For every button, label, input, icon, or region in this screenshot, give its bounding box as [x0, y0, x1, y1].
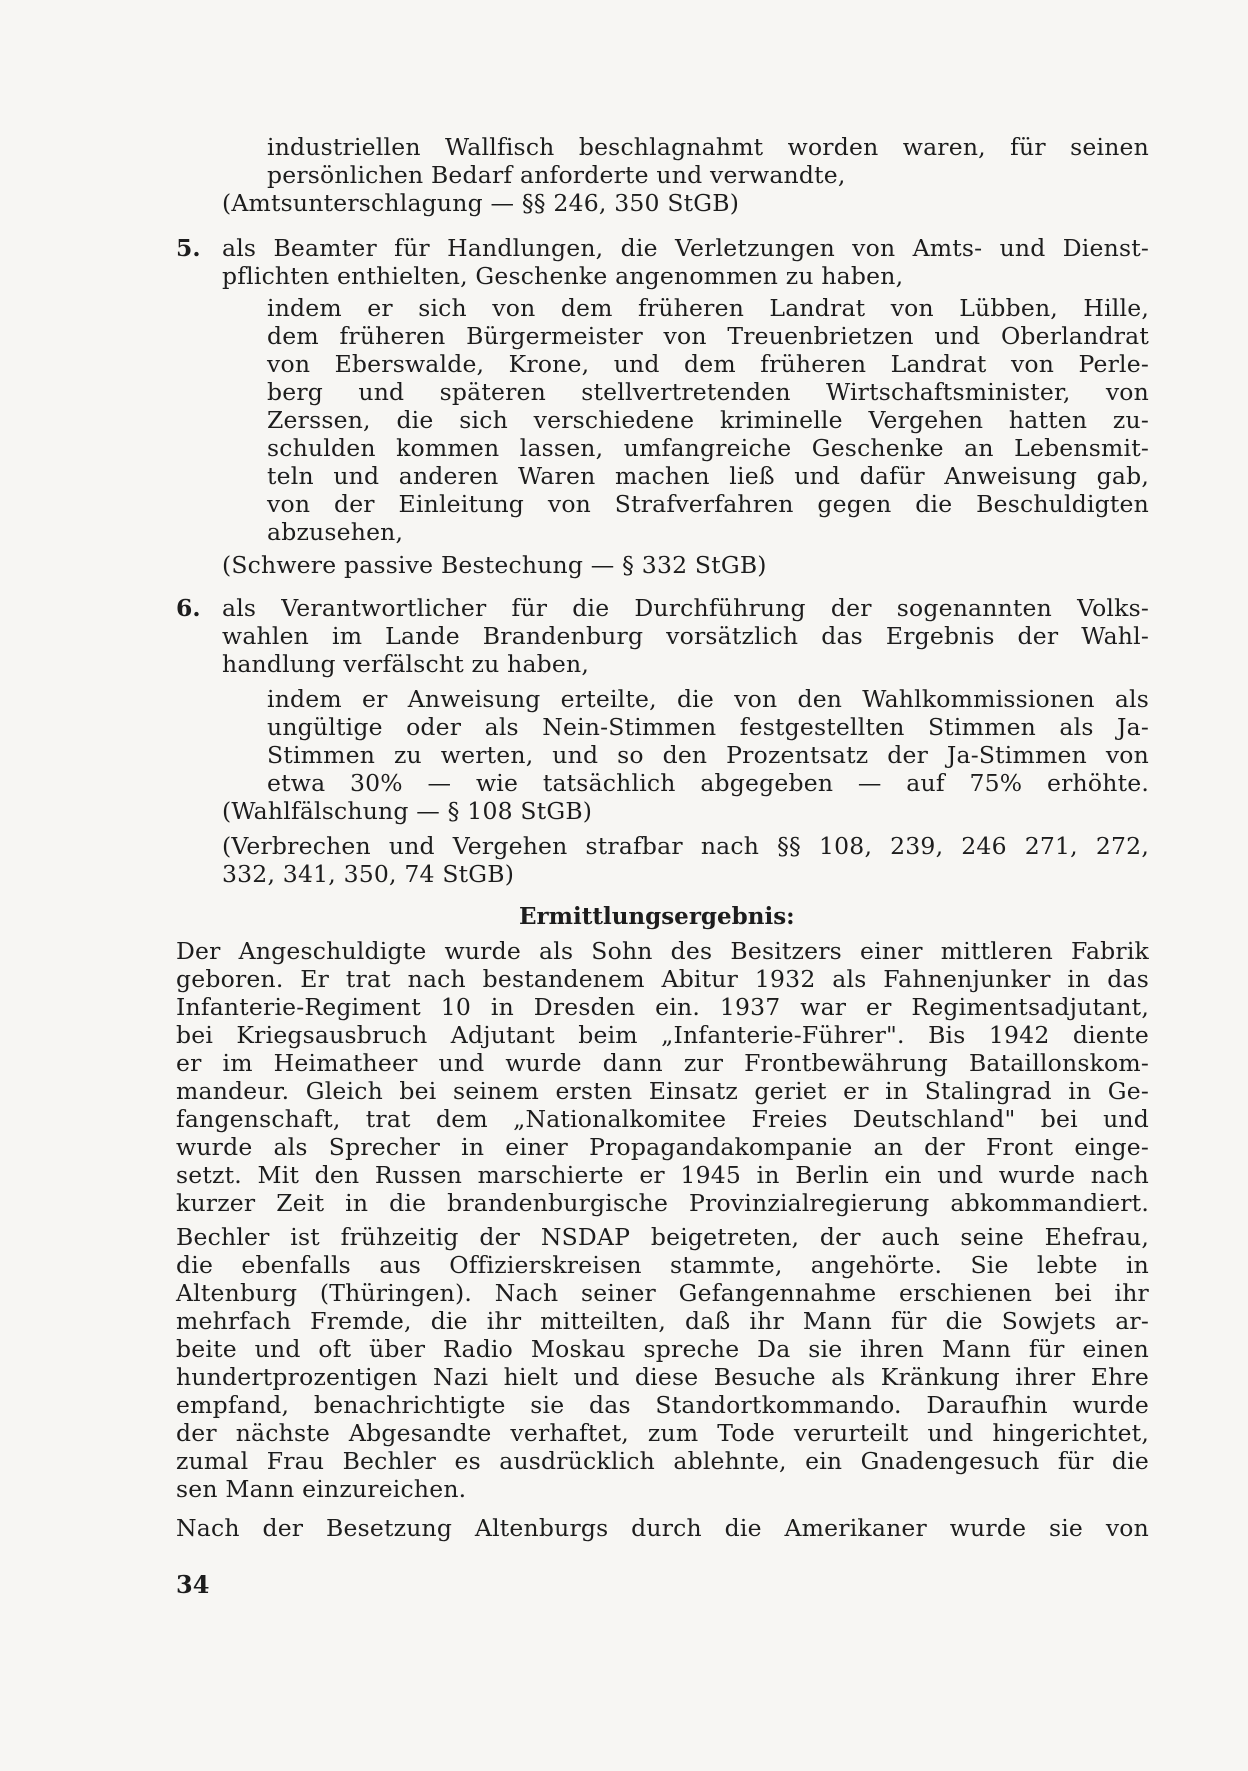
text-line: dem früheren Bürgermeister von Treuenbrietzen und Oberlandrat: [267, 322, 1149, 350]
text-line: kurzer Zeit in die brandenburgische Provinzialregierung abkommandiert.: [176, 1189, 1149, 1217]
text-line: als Beamter für Handlungen, die Verletzungen von Amts- und Dienst-: [222, 234, 1149, 262]
text-line: empfand, benachrichtigte sie das Standortkommando. Daraufhin wurde: [176, 1391, 1149, 1419]
text-line: berg und späteren stellvertretenden Wirtschaftsminister, von: [267, 378, 1149, 406]
text-line: industriellen Wallfisch beschlagnahmt worden waren, für seinen: [267, 133, 1149, 161]
text-line: wahlen im Lande Brandenburg vorsätzlich das Ergebnis der Wahl-: [222, 622, 1149, 650]
text-line: fangenschaft, trat dem „Nationalkomitee Freies Deutschland" bei und: [176, 1105, 1149, 1133]
text-line: Bechler ist frühzeitig der NSDAP beigetreten, der auch seine Ehefrau,: [176, 1223, 1149, 1251]
text-line: der nächste Abgesandte verhaftet, zum Tode verurteilt und hingerichtet,: [176, 1419, 1149, 1447]
text-line: mandeur. Gleich bei seinem ersten Einsatz geriet er in Stalingrad in Ge-: [176, 1077, 1149, 1105]
text-line: die ebenfalls aus Offizierskreisen stammte, angehörte. Sie lebte in: [176, 1251, 1149, 1279]
item-number: 5.: [176, 234, 201, 262]
text-line: Nach der Besetzung Altenburgs durch die Amerikaner wurde sie von: [176, 1514, 1149, 1542]
text-line: bei Kriegsausbruch Adjutant beim „Infanterie-Führer". Bis 1942 diente: [176, 1021, 1149, 1049]
legal-reference: (Schwere passive Bestechung — § 332 StGB): [222, 551, 767, 579]
item-number: 6.: [176, 594, 201, 622]
text-line: sen Mann einzureichen.: [176, 1475, 467, 1503]
text-line: zumal Frau Bechler es ausdrücklich ablehnte, ein Gnadengesuch für die: [176, 1447, 1149, 1475]
text-line: 332, 341, 350, 74 StGB): [222, 860, 515, 888]
text-line: er im Heimatheer und wurde dann zur Frontbewährung Bataillonskom-: [176, 1049, 1149, 1077]
text-line: abzusehen,: [267, 518, 404, 546]
page-number: 34: [176, 1570, 210, 1599]
text-line: geboren. Er trat nach bestandenem Abitur 1932 als Fahnenjunker in das: [176, 965, 1149, 993]
text-line: hundertprozentigen Nazi hielt und diese Besuche als Kränkung ihrer Ehre: [176, 1363, 1149, 1391]
text-line: Stimmen zu werten, und so den Prozentsatz der Ja-Stimmen von: [267, 741, 1149, 769]
text-line: indem er sich von dem früheren Landrat von Lübben, Hille,: [267, 294, 1149, 322]
text-line: als Verantwortlicher für die Durchführung der sogenannten Volks-: [222, 594, 1149, 622]
text-line: Der Angeschuldigte wurde als Sohn des Besitzers einer mittleren Fabrik: [176, 937, 1149, 965]
text-line: beite und oft über Radio Moskau spreche Da sie ihren Mann für einen: [176, 1335, 1149, 1363]
text-line: etwa 30% — wie tatsächlich abgegeben — auf 75% erhöhte.: [267, 769, 1149, 797]
text-line: pflichten enthielten, Geschenke angenommen zu haben,: [222, 262, 904, 290]
text-line: persönlichen Bedarf anforderte und verwandte,: [267, 161, 846, 189]
text-line: Altenburg (Thüringen). Nach seiner Gefangennahme erschienen bei ihr: [176, 1279, 1149, 1307]
text-line: mehrfach Fremde, die ihr mitteilten, daß ihr Mann für die Sowjets ar-: [176, 1307, 1149, 1335]
text-line: ungültige oder als Nein-Stimmen festgestellten Stimmen als Ja-: [267, 713, 1149, 741]
legal-reference: (Wahlfälschung — § 108 StGB): [222, 797, 593, 825]
section-heading: Ermittlungsergebnis:: [519, 903, 795, 930]
text-line: (Verbrechen und Vergehen strafbar nach §§ 108, 239, 246 271, 272,: [222, 832, 1149, 860]
text-line: Zerssen, die sich verschiedene kriminelle Vergehen hatten zu-: [267, 406, 1149, 434]
text-line: teln und anderen Waren machen ließ und dafür Anweisung gab,: [267, 462, 1149, 490]
text-line: von Eberswalde, Krone, und dem früheren Landrat von Perle-: [267, 350, 1149, 378]
text-line: indem er Anweisung erteilte, die von den Wahlkommissionen als: [267, 685, 1149, 713]
legal-reference: (Amtsunterschlagung — §§ 246, 350 StGB): [222, 189, 740, 217]
text-line: Infanterie-Regiment 10 in Dresden ein. 1937 war er Regimentsadjutant,: [176, 993, 1149, 1021]
text-line: schulden kommen lassen, umfangreiche Geschenke an Lebensmit-: [267, 434, 1149, 462]
text-line: wurde als Sprecher in einer Propagandakompanie an der Front einge-: [176, 1133, 1149, 1161]
text-line: setzt. Mit den Russen marschierte er 1945 in Berlin ein und wurde nach: [176, 1161, 1149, 1189]
text-line: von der Einleitung von Strafverfahren gegen die Beschuldigten: [267, 490, 1149, 518]
text-line: handlung verfälscht zu haben,: [222, 650, 590, 678]
